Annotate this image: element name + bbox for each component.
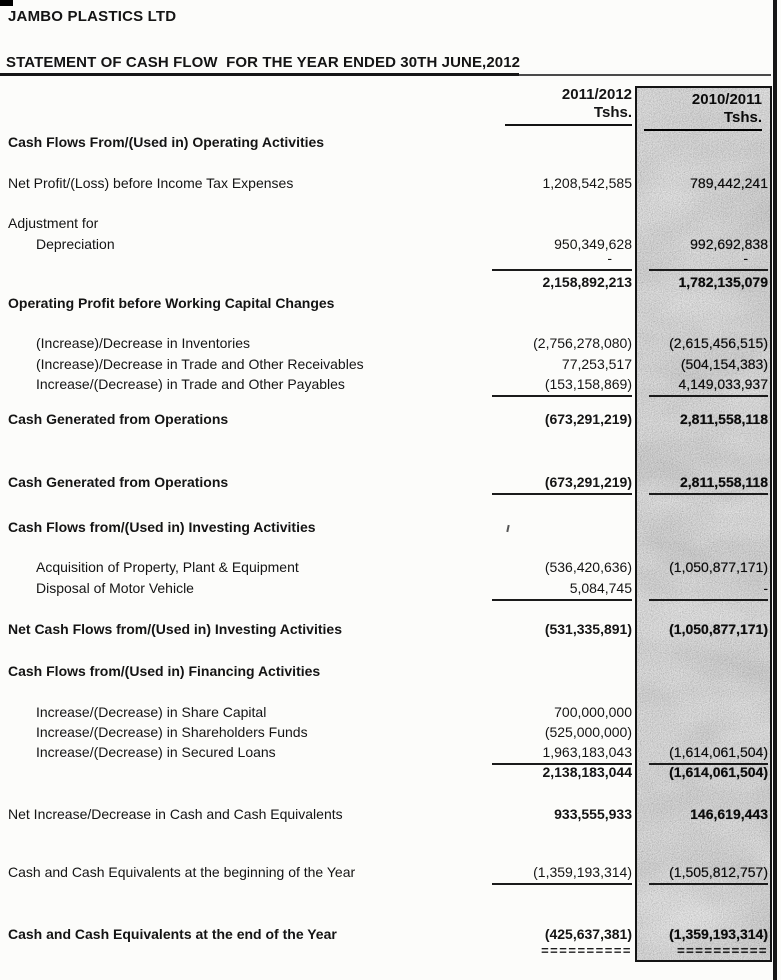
row-label: Cash Flows From/(Used in) Operating Activities bbox=[8, 134, 325, 150]
row-label: Increase/(Decrease) in Secured Loans bbox=[36, 744, 276, 760]
row-disposal-motor-vehicle bbox=[0, 580, 781, 600]
column-header-prior bbox=[644, 91, 762, 131]
current-year-value: (673,291,219) bbox=[492, 474, 632, 495]
row-label: Cash Generated from Operations bbox=[8, 411, 229, 427]
row-label: Cash Generated from Operations bbox=[8, 474, 229, 490]
row-label: Operating Profit before Working Capital Changes bbox=[8, 295, 335, 311]
prior-year-value: 4,149,033,937 bbox=[649, 376, 768, 397]
title-underline-extension bbox=[519, 74, 771, 76]
row-adjustment-for bbox=[0, 215, 781, 235]
prior-year-value: (1,614,061,504) bbox=[669, 764, 768, 780]
prior-year-value: 146,619,443 bbox=[690, 806, 768, 822]
column-header-current bbox=[505, 86, 632, 126]
row-label: Cash Flows from/(Used in) Financing Activities bbox=[8, 663, 321, 679]
current-year-value: 933,555,933 bbox=[554, 806, 632, 822]
current-year-value: (153,158,869) bbox=[492, 376, 632, 397]
prior-year-value: (1,505,812,757) bbox=[649, 864, 768, 885]
row-nil-dash bbox=[0, 250, 781, 270]
row-cash-generated-operations-repeat bbox=[0, 474, 781, 494]
current-year-value: 700,000,000 bbox=[554, 704, 632, 720]
statement-title: STATEMENT OF CASH FLOW FOR THE YEAR ENDED 30TH JUNE,2012 bbox=[6, 54, 521, 71]
current-year-label: 2011/2012 bbox=[561, 86, 632, 103]
row-label: Cash and Cash Equivalents at the end of the Year bbox=[8, 926, 337, 942]
row-net-increase-cash bbox=[0, 806, 781, 826]
row-label: Net Cash Flows from/(Used in) Investing Activities bbox=[8, 621, 342, 637]
row-trade-receivables bbox=[0, 356, 781, 376]
row-label: Cash and Cash Equivalents at the beginning of the Year bbox=[8, 864, 356, 880]
prior-year-value: (1,359,193,314) bbox=[669, 926, 768, 942]
prior-year-value: (1,050,877,171) bbox=[669, 621, 768, 637]
current-year-value: 1,963,183,043 bbox=[492, 744, 632, 765]
prior-year-value: (1,614,061,504) bbox=[649, 744, 768, 765]
row-trade-payables bbox=[0, 376, 781, 396]
prior-year-value: (1,050,877,171) bbox=[669, 559, 768, 575]
current-year-value: (536,420,636) bbox=[544, 559, 632, 575]
row-secured-loans bbox=[0, 744, 781, 764]
prior-unit-label: Tshs. bbox=[723, 109, 762, 126]
prior-year-value: 2,811,558,118 bbox=[649, 474, 768, 495]
prior-year-value: (504,154,383) bbox=[680, 356, 768, 372]
prior-year-value: 789,442,241 bbox=[690, 175, 768, 191]
prior-double-rule: ========== bbox=[677, 943, 768, 958]
prior-year-value: 2,811,558,118 bbox=[680, 411, 768, 427]
row-cash-beginning-of-year bbox=[0, 864, 781, 884]
row-shareholders-funds bbox=[0, 724, 781, 744]
section-heading-operating-profit bbox=[0, 295, 781, 315]
prior-year-value: 992,692,838 bbox=[690, 236, 768, 252]
row-share-capital bbox=[0, 704, 781, 724]
row-label: Increase/(Decrease) in Share Capital bbox=[36, 704, 267, 720]
current-year-value: (425,637,381) bbox=[544, 926, 632, 942]
row-label: Acquisition of Property, Plant & Equipment bbox=[36, 559, 299, 575]
row-inventories bbox=[0, 335, 781, 355]
current-year-value: (2,756,278,080) bbox=[533, 335, 632, 351]
current-double-rule: ========== bbox=[541, 943, 632, 958]
row-label: Net Increase/Decrease in Cash and Cash Equivalents bbox=[8, 806, 343, 822]
row-label: Cash Flows from/(Used in) Investing Activities bbox=[8, 519, 316, 535]
row-financing-subtotal bbox=[0, 764, 781, 784]
row-label: Depreciation bbox=[36, 236, 115, 252]
current-year-value: 2,158,892,213 bbox=[542, 274, 632, 290]
section-heading-operating-activities bbox=[0, 134, 781, 154]
row-acquisition-ppe bbox=[0, 559, 781, 579]
row-label: Increase/(Decrease) in Shareholders Funds bbox=[36, 724, 308, 740]
current-year-value: 5,084,745 bbox=[492, 580, 632, 601]
row-label: Increase/(Decrease) in Trade and Other Payables bbox=[36, 376, 345, 392]
row-label: Disposal of Motor Vehicle bbox=[36, 580, 194, 596]
current-unit-label: Tshs. bbox=[593, 104, 632, 121]
current-year-value: (531,335,891) bbox=[544, 621, 632, 637]
row-label: Net Profit/(Loss) before Income Tax Expenses bbox=[8, 175, 294, 191]
current-year-value: 2,138,183,044 bbox=[542, 764, 632, 780]
prior-year-label: 2010/2011 bbox=[691, 91, 762, 108]
row-net-cash-investing bbox=[0, 621, 781, 641]
current-year-value: 77,253,517 bbox=[561, 356, 632, 372]
current-year-value: 950,349,628 bbox=[554, 236, 632, 252]
row-label: Adjustment for bbox=[8, 215, 99, 231]
section-heading-investing-activities bbox=[0, 519, 781, 539]
current-year-value: 1,208,542,585 bbox=[542, 175, 632, 191]
row-closing-double-rule bbox=[0, 942, 781, 962]
prior-year-value: - bbox=[649, 580, 768, 601]
row-label: (Increase)/Decrease in Inventories bbox=[36, 335, 250, 351]
row-net-profit-before-tax bbox=[0, 175, 781, 195]
current-year-value: (525,000,000) bbox=[544, 724, 632, 740]
row-label: (Increase)/Decrease in Trade and Other Receivables bbox=[36, 356, 364, 372]
title-underline bbox=[0, 73, 519, 76]
section-heading-financing-activities bbox=[0, 663, 781, 683]
row-cash-generated-operations bbox=[0, 411, 781, 431]
prior-year-value: 1,782,135,079 bbox=[678, 274, 768, 290]
current-year-value: (673,291,219) bbox=[544, 411, 632, 427]
prior-year-value: - bbox=[649, 250, 768, 271]
row-operating-subtotal bbox=[0, 274, 781, 294]
prior-year-value: (2,615,456,515) bbox=[669, 335, 768, 351]
current-year-value: (1,359,193,314) bbox=[492, 864, 632, 885]
current-year-value: - bbox=[492, 250, 632, 271]
company-name: JAMBO PLASTICS LTD bbox=[8, 8, 177, 25]
scan-corner-mark bbox=[0, 0, 13, 6]
